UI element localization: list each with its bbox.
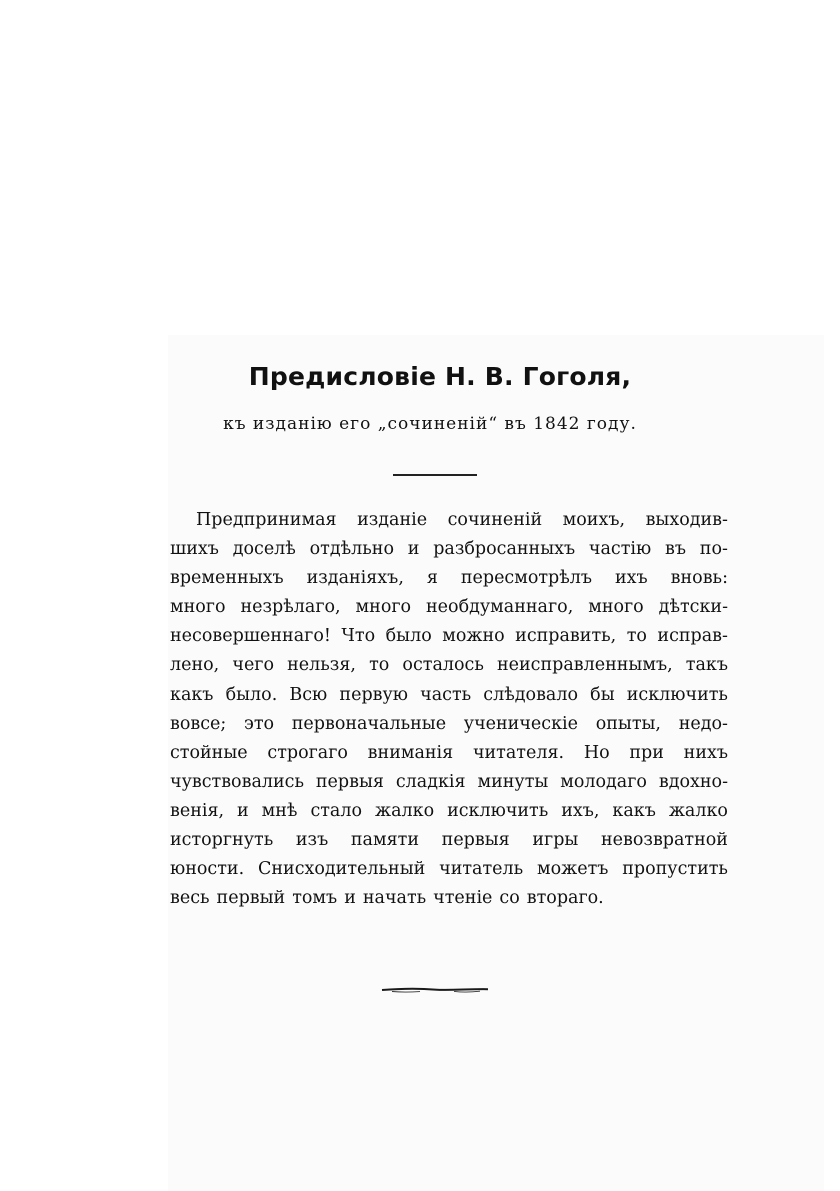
- text-word: молодаго: [560, 771, 647, 792]
- text-word: отдѣльно: [309, 539, 394, 560]
- text-word: и: [344, 888, 356, 909]
- text-word: моихъ,: [562, 510, 626, 530]
- text-word: чего: [232, 655, 275, 676]
- text-line: [170, 681, 728, 710]
- text-word: томъ: [292, 888, 338, 909]
- text-word: слѣдовало: [483, 684, 579, 705]
- text-word: это: [244, 713, 275, 734]
- text-word: жалко: [668, 800, 728, 821]
- text-word: нельзя,: [287, 655, 356, 676]
- text-word: игры: [532, 830, 579, 851]
- text-word: какъ: [170, 684, 214, 705]
- text-word: недо-: [678, 713, 728, 734]
- text-word: исключить: [626, 684, 728, 705]
- text-word: юности.: [170, 859, 245, 880]
- text-word: осталось: [402, 655, 484, 676]
- text-word: вниманія: [367, 742, 454, 763]
- text-word: со: [499, 888, 520, 909]
- text-word: и: [407, 539, 420, 560]
- text-word: первыя: [315, 771, 384, 792]
- text-word: исправить,: [515, 626, 617, 647]
- text-word: первый: [216, 888, 286, 909]
- text-word: Всю: [289, 684, 328, 705]
- text-word: памяти: [350, 830, 419, 851]
- text-word: было: [385, 626, 432, 647]
- text-word: изданіяхъ,: [306, 568, 404, 589]
- text-word: то: [626, 626, 647, 647]
- text-word: чувствовались: [170, 771, 304, 792]
- text-word: Что: [341, 626, 376, 647]
- text-line: [170, 564, 728, 593]
- text-word: исторгнуть: [170, 830, 274, 851]
- text-word: весь: [170, 888, 210, 909]
- text-word: опыты,: [595, 713, 661, 734]
- text-word: мнѣ: [261, 800, 298, 821]
- page-subtitle: къ изданію его „сочиненій“ въ 1842 году.: [223, 414, 637, 434]
- text-line: [170, 535, 728, 564]
- text-word: разбросанныхъ: [433, 539, 576, 560]
- text-word: доселѣ: [232, 539, 296, 560]
- text-word: строгаго: [267, 742, 348, 763]
- text-line: [170, 710, 728, 739]
- text-line: [170, 826, 728, 855]
- text-word: пересмотрѣлъ: [460, 568, 593, 589]
- text-word: первыя: [441, 830, 510, 851]
- text-word: читатель: [439, 859, 524, 880]
- end-ornament: [380, 985, 490, 995]
- text-word: жалко: [374, 800, 435, 821]
- text-word: такъ: [685, 655, 728, 676]
- text-word: изъ: [295, 830, 329, 851]
- text-line: [170, 855, 728, 884]
- text-line: [170, 739, 728, 768]
- text-word: необдуманнаго,: [426, 597, 574, 618]
- text-word: ученическіе: [463, 713, 578, 734]
- text-word: начать: [362, 888, 427, 909]
- text-word: минуты: [477, 771, 549, 792]
- text-word: выходив-: [645, 510, 728, 530]
- text-word: чтеніе: [433, 888, 493, 909]
- text-word: вновь:: [670, 568, 728, 589]
- text-word: дѣтски-: [658, 597, 728, 618]
- text-line: [170, 797, 728, 826]
- text-word: вовсе;: [170, 713, 227, 734]
- text-line: [170, 651, 728, 680]
- text-word: лено,: [170, 655, 220, 676]
- text-word: бы: [590, 684, 615, 705]
- text-word: пропустить: [622, 859, 728, 880]
- text-word: какъ: [612, 800, 656, 821]
- text-word: по-: [699, 539, 728, 560]
- text-word: первую: [339, 684, 409, 705]
- text-word: исключить: [447, 800, 549, 821]
- text-word: венія,: [170, 800, 225, 821]
- text-word: было.: [225, 684, 278, 705]
- text-word: и: [237, 800, 249, 821]
- text-line: [170, 884, 728, 913]
- text-word: много: [355, 597, 412, 618]
- text-word: несовершеннаго!: [170, 626, 331, 647]
- page-title: Предисловіе Н. В. Гоголя,: [248, 362, 632, 391]
- text-word: въ: [665, 539, 687, 560]
- text-word: первоначальные: [291, 713, 447, 734]
- text-word: можетъ: [536, 859, 609, 880]
- text-word: исправ-: [657, 626, 728, 647]
- text-word: Но: [583, 742, 610, 763]
- text-word: сочиненій: [447, 510, 543, 530]
- text-word: частію: [588, 539, 652, 560]
- text-word: ихъ: [615, 568, 648, 589]
- text-line: [170, 506, 728, 535]
- text-word: шихъ: [170, 539, 219, 560]
- text-word: можно: [442, 626, 505, 647]
- text-word: вдохно-: [658, 771, 728, 792]
- text-word: изданіе: [357, 510, 428, 530]
- text-word: Предпринимая: [196, 510, 337, 530]
- text-word: Снисходительный: [257, 859, 426, 880]
- text-word: неисправленнымъ,: [496, 655, 673, 676]
- text-word: нихъ: [683, 742, 728, 763]
- text-word: сладкія: [395, 771, 466, 792]
- text-word: стало: [310, 800, 363, 821]
- text-word: втораго.: [526, 888, 604, 909]
- text-word: часть: [420, 684, 472, 705]
- text-word: много: [588, 597, 644, 618]
- text-word: невозвратной: [600, 830, 728, 851]
- text-word: читателя.: [472, 742, 565, 763]
- text-word: при: [629, 742, 664, 763]
- text-line: [170, 622, 728, 651]
- text-word: ихъ,: [561, 800, 600, 821]
- title-divider: [393, 474, 477, 476]
- text-line: [170, 593, 728, 622]
- text-word: то: [369, 655, 390, 676]
- text-word: незрѣлаго,: [240, 597, 341, 618]
- text-word: я: [426, 568, 438, 589]
- body-paragraph: [170, 506, 728, 913]
- text-word: стойные: [170, 742, 248, 763]
- text-word: временныхъ: [170, 568, 284, 589]
- text-line: [170, 768, 728, 797]
- text-word: много: [170, 597, 226, 618]
